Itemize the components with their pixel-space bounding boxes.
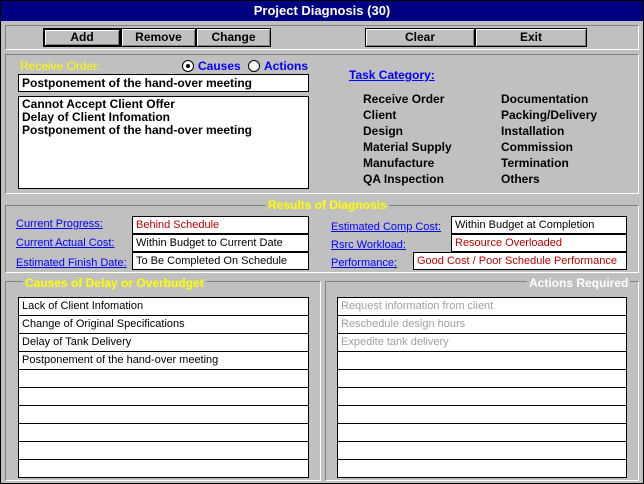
table-row[interactable] — [338, 460, 626, 478]
task-category-label: Task Category: — [349, 68, 435, 82]
category-qa-inspection[interactable]: QA Inspection — [363, 172, 444, 186]
workload-label: Rsrc Workload: — [331, 239, 406, 251]
actions-radio-label[interactable]: Actions — [264, 59, 309, 73]
list-item[interactable]: Delay of Client Infomation — [22, 110, 171, 124]
category-commission[interactable]: Commission — [501, 140, 574, 154]
table-row[interactable]: Postponement of the hand-over meeting — [19, 352, 308, 370]
causes-title: Causes of Delay or Overbudget — [25, 276, 204, 290]
table-row[interactable]: Reschedule design hours — [338, 316, 626, 334]
current-progress-label: Current Progress: — [16, 218, 103, 230]
causes-grid[interactable] — [18, 297, 309, 478]
receive-order-input[interactable]: Postponement of the hand-over meeting — [18, 74, 309, 92]
actions-radio[interactable] — [248, 60, 260, 72]
table-row[interactable]: Change of Original Specifications — [19, 316, 308, 334]
category-termination[interactable]: Termination — [501, 156, 569, 170]
table-row[interactable]: Lack of Client Infomation — [19, 298, 308, 316]
comp-cost-value: Within Budget at Completion — [451, 216, 627, 234]
causes-radio[interactable] — [182, 60, 194, 72]
table-row[interactable]: Delay of Tank Delivery — [19, 334, 308, 352]
list-item[interactable]: Postponement of the hand-over meeting — [22, 123, 253, 137]
results-title: Results of Diagnosis — [268, 198, 387, 212]
workload-value: Resource Overloaded — [451, 234, 627, 252]
category-receive-order[interactable]: Receive Order — [363, 92, 445, 106]
table-row[interactable] — [338, 442, 626, 460]
table-row[interactable] — [19, 370, 308, 388]
current-progress-value: Behind Schedule — [132, 216, 309, 234]
category-installation[interactable]: Installation — [501, 124, 565, 138]
table-row[interactable] — [19, 424, 308, 442]
performance-label: Performance: — [331, 257, 398, 269]
exit-button[interactable]: Exit — [475, 28, 587, 47]
current-cost-value: Within Budget to Current Date — [132, 234, 309, 252]
actions-title: Actions Required — [529, 276, 629, 290]
table-row[interactable] — [338, 352, 626, 370]
add-button[interactable]: Add — [43, 28, 121, 47]
current-cost-label: Current Actual Cost: — [16, 237, 115, 249]
table-row[interactable] — [338, 388, 626, 406]
finish-date-value: To Be Completed On Schedule — [132, 252, 309, 270]
category-client[interactable]: Client — [363, 108, 397, 122]
receive-order-list[interactable] — [18, 96, 309, 189]
change-button[interactable]: Change — [196, 28, 271, 47]
list-item[interactable]: Cannot Accept Client Offer — [22, 97, 175, 111]
table-row[interactable]: Expedite tank delivery — [338, 334, 626, 352]
category-manufacture[interactable]: Manufacture — [363, 156, 435, 170]
comp-cost-label: Estimated Comp Cost: — [331, 221, 442, 233]
table-row[interactable] — [19, 442, 308, 460]
window-title: Project Diagnosis (30) — [1, 1, 643, 21]
receive-order-label: Receive Order: — [20, 59, 101, 73]
finish-date-label: Estimated Finish Date: — [16, 257, 127, 269]
table-row[interactable] — [338, 406, 626, 424]
performance-value: Good Cost / Poor Schedule Performance — [413, 252, 627, 270]
table-row[interactable]: Request information from client — [338, 298, 626, 316]
table-row[interactable] — [338, 370, 626, 388]
category-design[interactable]: Design — [363, 124, 404, 138]
category-packing-delivery[interactable]: Packing/Delivery — [501, 108, 598, 122]
category-documentation[interactable]: Documentation — [501, 92, 589, 106]
remove-button[interactable]: Remove — [121, 28, 196, 47]
category-others[interactable]: Others — [501, 172, 540, 186]
table-row[interactable] — [19, 406, 308, 424]
category-material-supply[interactable]: Material Supply — [363, 140, 452, 154]
table-row[interactable] — [19, 460, 308, 478]
table-row[interactable] — [19, 388, 308, 406]
clear-button[interactable]: Clear — [365, 28, 475, 47]
actions-grid[interactable] — [337, 297, 627, 478]
causes-radio-label[interactable]: Causes — [198, 59, 241, 73]
table-row[interactable] — [338, 424, 626, 442]
